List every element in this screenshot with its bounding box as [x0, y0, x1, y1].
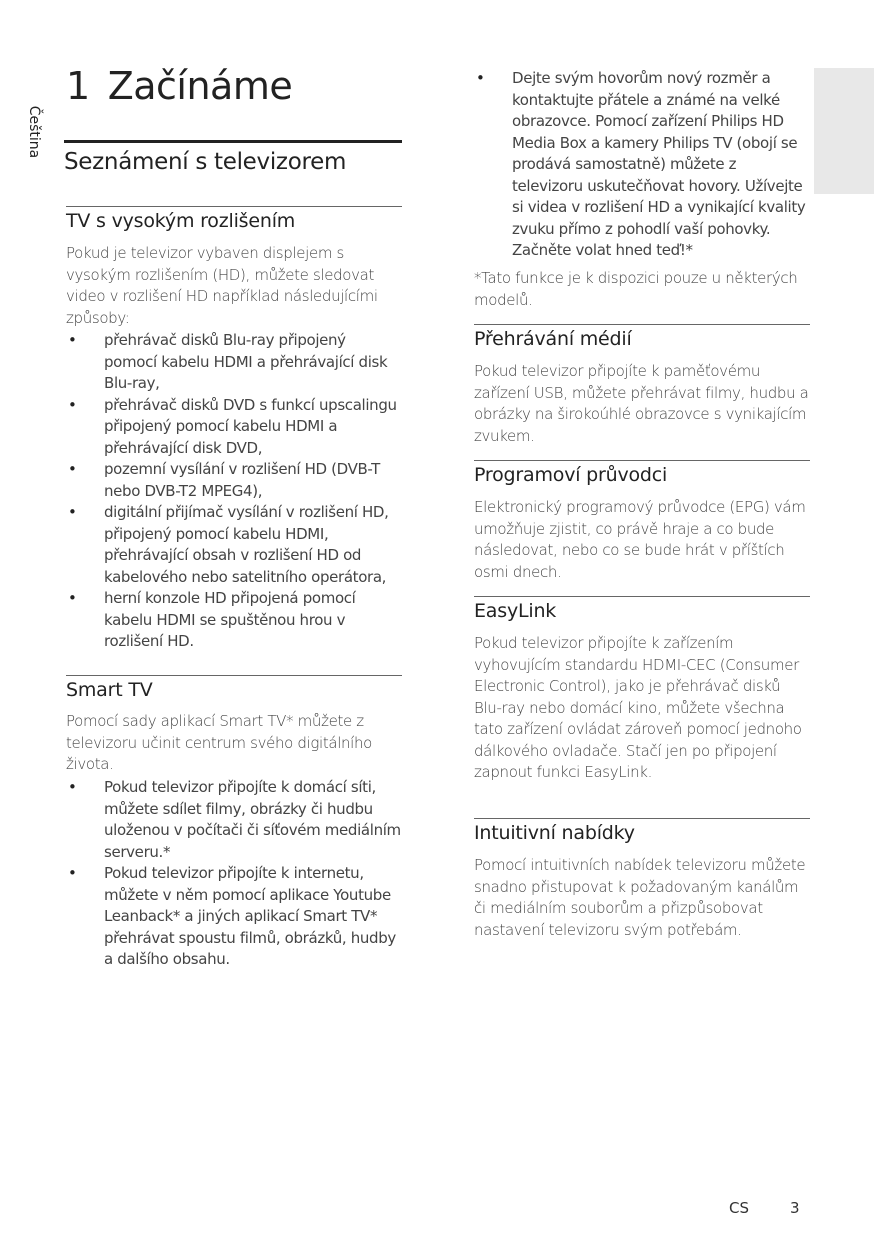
epg-heading: Programoví průvodci — [474, 460, 810, 486]
hd-intro: Pokud je televizor vybaven displejem s vysokým rozlišením (HD), můžete sledovat video v rozlišení HD například následujícími způsoby: — [66, 244, 378, 327]
epg-text: Elektronický programový průvodce (EPG) vám umožňuje zjistit, co právě hraje a co bude následovat, nebo co se bude hrát v příštích osmi dnech. — [474, 498, 806, 581]
list-item: • herní konzole HD připojená pomocí kabelu HDMI se spuštěnou hrou v rozlišení HD. — [66, 588, 402, 653]
list-item: • přehrávač disků Blu-ray připojený pomocí kabelu HDMI a přehrávající disk Blu-ray, — [66, 330, 402, 395]
list-item: • digitální přijímač vysílání v rozlišení HD, připojený pomocí kabelu HDMI, přehrávající obsah v rozlišení HD od kabelového nebo satelitního operátora, — [66, 502, 402, 588]
smart-intro: Pomocí sady aplikací Smart TV* můžete z televizoru učinit centrum svého digitálního života. — [66, 712, 372, 773]
media-heading: Přehrávání médií — [474, 324, 810, 350]
section-title: Seznámení s televizorem — [64, 140, 402, 175]
chapter-name: Začínáme — [107, 64, 293, 108]
list-item: • Dejte svým hovorům nový rozměr a kontaktujte přátele a známé na velké obrazovce. Pomocí zařízení Philips HD Media Box a kamery Philips TV (obojí se prodává samostatně) můžete z televizoru uskutečňovat hovory. Užívejte si videa v rozlišení HD a vynikající kvality zvuku přímo z pohodlí vaší pohovky. Začněte volat hned teď!* — [474, 68, 810, 262]
menus-text: Pomocí intuitivních nabídek televizoru můžete snadno přistupovat k požadovaným kanálům či mediálním souborům a přizpůsobovat nastavení televizoru svým potřebám. — [474, 856, 806, 939]
list-item: • Pokud televizor připojíte k domácí síti, můžete sdílet filmy, obrázky či hudbu uloženou v počítači či síťovém mediálním serveru.* — [66, 777, 402, 863]
calls-note: *Tato funkce je k dispozici pouze u některých modelů. — [474, 269, 798, 309]
hd-heading: TV s vysokým rozlišením — [66, 206, 402, 232]
chapter-title — [66, 64, 292, 108]
list-item: • pozemní vysílání v rozlišení HD (DVB-T nebo DVB-T2 MPEG4), — [66, 459, 402, 502]
list-item: • Pokud televizor připojíte k internetu, můžete v něm pomocí aplikace Youtube Leanback* a jiných aplikací Smart TV* přehrávat spoustu filmů, obrázků, hudby a dalšího obsahu. — [66, 863, 402, 971]
menus-heading: Intuitivní nabídky — [474, 818, 810, 844]
media-text: Pokud televizor připojíte k paměťovému zařízení USB, můžete přehrávat filmy, hudbu a obrázky na širokoúhlé obrazovce s vynikajícím zvukem. — [474, 362, 809, 445]
list-item: • přehrávač disků DVD s funkcí upscalingu připojený pomocí kabelu HDMI a přehrávající disk DVD, — [66, 395, 402, 460]
language-tab — [814, 68, 874, 194]
chapter-number: 1 — [66, 64, 90, 108]
hd-list — [66, 330, 402, 653]
language-tab-label: Čeština — [26, 105, 42, 159]
easylink-text: Pokud televizor připojíte k zařízením vyhovujícím standardu HDMI-CEC (Consumer Electronic Control), jako je přehrávač disků Blu-ray nebo domácí kino, můžete všechna tato zařízení ovládat zároveň pomocí jednoho dálkového ovladače. Stačí jen po připojení zapnout funkci EasyLink. — [474, 634, 802, 781]
page-number: 3 — [790, 1199, 800, 1217]
calls-list — [474, 68, 810, 262]
easylink-heading: EasyLink — [474, 596, 810, 622]
footer-language-code: CS — [729, 1199, 749, 1217]
smart-heading: Smart TV — [66, 675, 402, 701]
smart-list — [66, 777, 402, 971]
